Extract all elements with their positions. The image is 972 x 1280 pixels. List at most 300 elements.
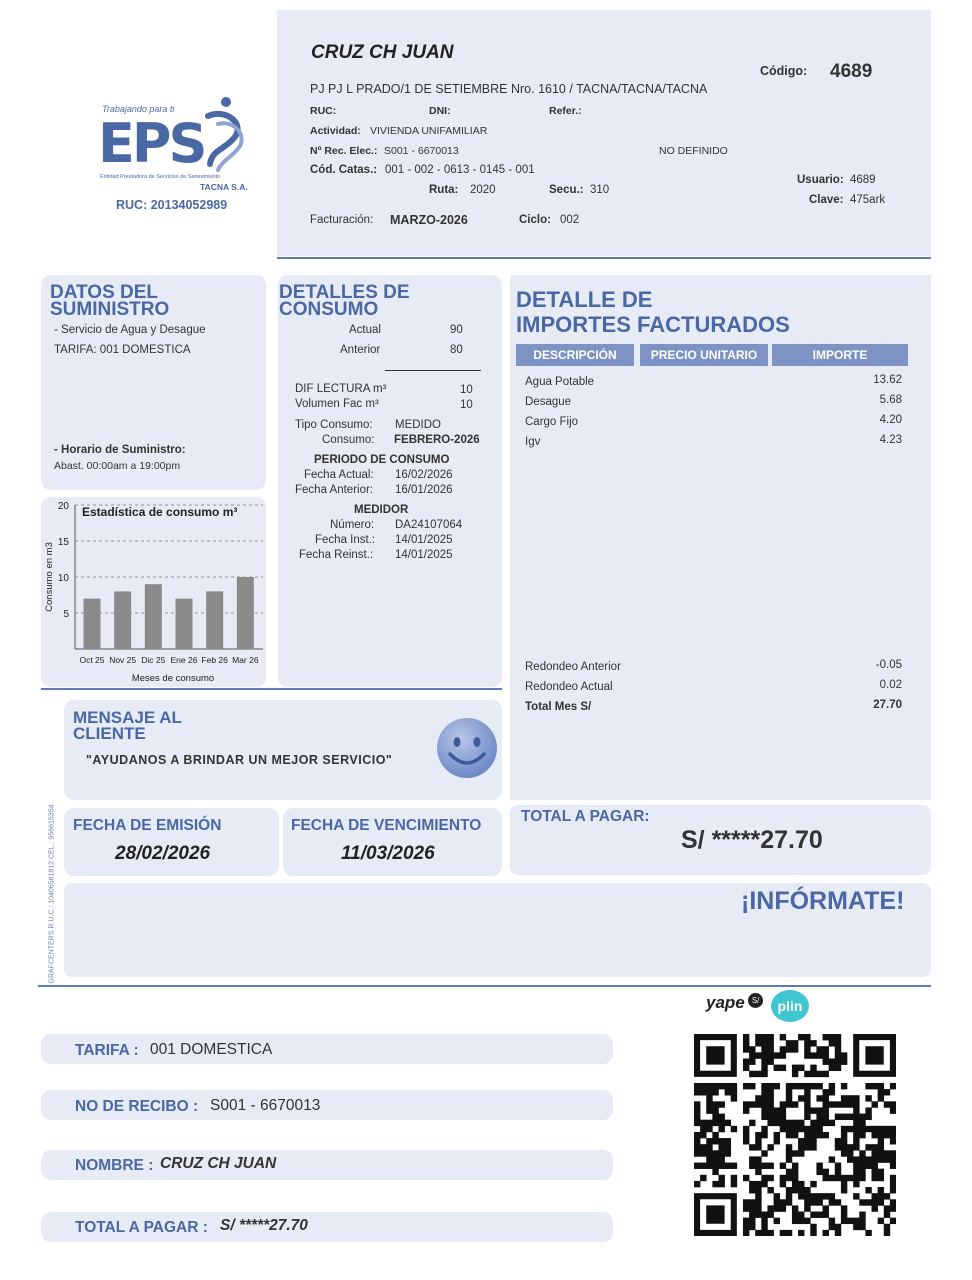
refer-label: Refer.: — [549, 105, 582, 117]
qr-module — [694, 1138, 700, 1144]
qr-module — [761, 1058, 767, 1064]
qr-module — [810, 1120, 816, 1126]
chart-bar — [237, 577, 254, 649]
qr-module — [774, 1205, 780, 1211]
list-item — [525, 414, 905, 434]
qr-module — [761, 1095, 767, 1101]
qr-module — [823, 1120, 829, 1126]
total-label: TOTAL A PAGAR: — [521, 808, 650, 825]
qr-module — [755, 1205, 761, 1211]
qr-module — [743, 1046, 749, 1052]
qr-module — [755, 1052, 761, 1058]
qr-module — [835, 1169, 841, 1175]
qr-module — [694, 1107, 700, 1113]
qr-module — [872, 1175, 878, 1181]
qr-module — [774, 1052, 780, 1058]
qr-module — [878, 1144, 884, 1150]
qr-module — [884, 1224, 890, 1230]
qr-module — [810, 1193, 816, 1199]
qr-module — [872, 1156, 878, 1162]
qr-module — [706, 1156, 712, 1162]
qr-module — [712, 1169, 718, 1175]
qr-module — [859, 1132, 865, 1138]
qr-module — [694, 1163, 700, 1169]
qr-module — [780, 1120, 786, 1126]
qr-module — [755, 1169, 761, 1175]
qr-module — [786, 1040, 792, 1046]
qr-module — [743, 1083, 749, 1089]
redondeo-actual-row — [525, 679, 905, 699]
qr-module — [865, 1156, 871, 1162]
qr-module — [829, 1034, 835, 1040]
qr-module — [718, 1163, 724, 1169]
item-desc: Cargo Fijo — [525, 416, 579, 428]
qr-module — [841, 1095, 847, 1101]
qr-module — [823, 1101, 829, 1107]
qr-module — [804, 1083, 810, 1089]
subtraction-line — [385, 370, 481, 371]
eps-logo — [96, 94, 256, 214]
qr-module — [804, 1199, 810, 1205]
dif-value: 10 — [460, 384, 473, 396]
qr-module — [780, 1065, 786, 1071]
qr-module — [786, 1193, 792, 1199]
item-desc: Agua Potable — [525, 376, 595, 388]
qr-module — [853, 1095, 859, 1101]
qr-module — [890, 1163, 896, 1169]
qr-module — [749, 1205, 755, 1211]
qr-module — [767, 1212, 773, 1218]
qr-module — [706, 1126, 712, 1132]
qr-module — [878, 1089, 884, 1095]
qr-module — [835, 1114, 841, 1120]
catas-value: 001 - 002 - 0613 - 0145 - 001 — [385, 164, 535, 176]
qr-module — [841, 1058, 847, 1064]
qr-module — [706, 1101, 712, 1107]
qr-module — [774, 1065, 780, 1071]
consumo-panel — [278, 275, 502, 687]
inst-value: 14/01/2025 — [395, 534, 453, 546]
qr-module — [847, 1144, 853, 1150]
importes-title-1: DETALLE DE — [516, 287, 653, 312]
mid-rule — [41, 688, 502, 690]
qr-module — [798, 1138, 804, 1144]
qr-module — [810, 1138, 816, 1144]
qr-module — [743, 1175, 749, 1181]
qr-module — [712, 1181, 718, 1187]
fecha-actual-value: 16/02/2026 — [395, 469, 453, 481]
qr-module — [743, 1224, 749, 1230]
redondeo-anterior-value: -0.05 — [875, 659, 902, 671]
yape-badge-icon: S/ — [748, 993, 763, 1008]
clave-label: Clave: — [809, 194, 844, 206]
qr-module — [823, 1071, 829, 1077]
qr-module — [694, 1083, 700, 1089]
qr-module — [712, 1132, 718, 1138]
qr-module — [859, 1212, 865, 1218]
qr-module — [810, 1230, 816, 1236]
qr-module — [816, 1120, 822, 1126]
periodo-title: PERIODO DE CONSUMO — [314, 454, 450, 466]
qr-module — [755, 1095, 761, 1101]
qr-module — [823, 1107, 829, 1113]
qr-module — [749, 1218, 755, 1224]
qr-module — [712, 1120, 718, 1126]
codigo-label: Código: — [760, 64, 808, 78]
qr-module — [712, 1138, 718, 1144]
qr-module — [792, 1218, 798, 1224]
qr-module — [872, 1126, 878, 1132]
qr-module — [847, 1101, 853, 1107]
qr-module — [731, 1181, 737, 1187]
qr-module — [718, 1114, 724, 1120]
qr-module — [878, 1132, 884, 1138]
footer-nombre-value: CRUZ CH JUAN — [160, 1155, 277, 1172]
qr-module — [755, 1187, 761, 1193]
qr-module — [761, 1071, 767, 1077]
consumo-value: FEBRERO-2026 — [394, 434, 480, 446]
qr-module — [749, 1058, 755, 1064]
qr-module — [884, 1205, 890, 1211]
importes-list — [525, 374, 905, 454]
qr-module — [878, 1169, 884, 1175]
qr-module — [761, 1224, 767, 1230]
qr-module — [841, 1138, 847, 1144]
qr-module — [718, 1150, 724, 1156]
qr-module — [780, 1101, 786, 1107]
qr-module — [878, 1193, 884, 1199]
qr-module — [774, 1193, 780, 1199]
qr-module — [725, 1138, 731, 1144]
qr-module — [804, 1107, 810, 1113]
qr-module — [792, 1205, 798, 1211]
qr-module — [786, 1199, 792, 1205]
qr-module — [786, 1175, 792, 1181]
qr-module — [706, 1083, 712, 1089]
qr-module — [841, 1187, 847, 1193]
ciclo-value: 002 — [560, 214, 580, 226]
col-precio-unitario: PRECIO UNITARIO — [640, 344, 768, 366]
qr-module — [835, 1052, 841, 1058]
qr-module — [792, 1181, 798, 1187]
x-tick-label: Dic 25 — [141, 655, 166, 665]
qr-module — [884, 1132, 890, 1138]
qr-module — [725, 1144, 731, 1150]
ciclo-label: Ciclo: — [519, 214, 551, 226]
qr-module — [694, 1101, 700, 1107]
y-tick-label: 10 — [57, 573, 69, 584]
reinst-label: Fecha Reinst.: — [299, 549, 374, 561]
qr-module — [872, 1199, 878, 1205]
qr-module — [767, 1187, 773, 1193]
plin-text: plin — [777, 998, 803, 1014]
qr-module — [878, 1175, 884, 1181]
qr-module — [878, 1218, 884, 1224]
qr-module — [884, 1126, 890, 1132]
qr-module — [847, 1114, 853, 1120]
qr-module — [786, 1101, 792, 1107]
qr-module — [804, 1138, 810, 1144]
bottom-rule — [38, 985, 931, 987]
emision-value: 28/02/2026 — [115, 843, 211, 864]
qr-code[interactable] — [694, 1034, 896, 1236]
qr-module — [798, 1187, 804, 1193]
suministro-title-2: SUMINISTRO — [50, 299, 170, 320]
qr-module — [816, 1193, 822, 1199]
total-mes-value: 27.70 — [873, 699, 902, 711]
qr-module — [761, 1114, 767, 1120]
qr-module — [755, 1230, 761, 1236]
qr-module — [712, 1163, 718, 1169]
qr-module — [774, 1120, 780, 1126]
qr-module — [816, 1212, 822, 1218]
qr-module — [841, 1205, 847, 1211]
logo-ruc: RUC: 20134052989 — [116, 198, 228, 212]
qr-module — [712, 1107, 718, 1113]
qr-module — [792, 1212, 798, 1218]
qr-module — [853, 1163, 859, 1169]
qr-module — [816, 1132, 822, 1138]
qr-module — [804, 1187, 810, 1193]
qr-module — [792, 1083, 798, 1089]
qr-module — [743, 1230, 749, 1236]
redondeo-actual-label: Redondeo Actual — [525, 681, 613, 693]
qr-module — [755, 1101, 761, 1107]
footer-total-label: TOTAL A PAGAR : — [75, 1219, 208, 1236]
qr-module — [884, 1230, 890, 1236]
qr-module — [804, 1040, 810, 1046]
qr-module — [774, 1083, 780, 1089]
qr-module — [859, 1163, 865, 1169]
qr-finder — [706, 1205, 724, 1223]
qr-module — [767, 1040, 773, 1046]
col-descripcion: DESCRIPCIÓN — [516, 344, 634, 366]
qr-module — [810, 1199, 816, 1205]
suministro-service: - Servicio de Agua y Desague — [54, 324, 206, 336]
qr-module — [792, 1046, 798, 1052]
qr-module — [767, 1230, 773, 1236]
x-tick-label: Oct 25 — [79, 655, 105, 665]
qr-module — [804, 1193, 810, 1199]
qr-module — [823, 1212, 829, 1218]
qr-module — [823, 1034, 829, 1040]
qr-module — [755, 1132, 761, 1138]
catas-label: Cód. Catas.: — [310, 164, 378, 176]
qr-module — [859, 1156, 865, 1162]
anterior-label: Anterior — [340, 344, 381, 356]
qr-module — [792, 1187, 798, 1193]
dni-label: DNI: — [429, 105, 451, 117]
qr-module — [804, 1132, 810, 1138]
numero-label: Número: — [330, 519, 375, 531]
consumo-title-1: DETALLES DE — [279, 282, 410, 303]
qr-module — [835, 1034, 841, 1040]
redondeo-anterior-label: Redondeo Anterior — [525, 661, 621, 673]
qr-module — [731, 1095, 737, 1101]
chart-bar — [145, 584, 162, 649]
qr-module — [884, 1089, 890, 1095]
qr-module — [780, 1175, 786, 1181]
qr-module — [816, 1071, 822, 1077]
qr-module — [884, 1150, 890, 1156]
consumo-label: Consumo: — [322, 434, 375, 446]
qr-module — [706, 1120, 712, 1126]
qr-module — [712, 1150, 718, 1156]
qr-module — [780, 1230, 786, 1236]
qr-module — [865, 1230, 871, 1236]
qr-module — [792, 1101, 798, 1107]
nrec-label: Nº Rec. Elec.: — [310, 145, 378, 157]
actividad-label: Actividad: — [310, 125, 361, 137]
qr-module — [755, 1156, 761, 1162]
numero-value: DA24107064 — [395, 519, 463, 531]
suministro-tarifa: TARIFA: 001 DOMESTICA — [54, 344, 191, 356]
qr-module — [761, 1126, 767, 1132]
redondeo-anterior-row — [525, 659, 905, 679]
qr-module — [816, 1052, 822, 1058]
qr-module — [792, 1126, 798, 1132]
qr-module — [890, 1175, 896, 1181]
qr-module — [761, 1181, 767, 1187]
qr-module — [829, 1120, 835, 1126]
reinst-value: 14/01/2025 — [395, 549, 453, 561]
qr-module — [694, 1144, 700, 1150]
qr-module — [853, 1132, 859, 1138]
qr-module — [755, 1071, 761, 1077]
qr-module — [743, 1218, 749, 1224]
qr-module — [804, 1114, 810, 1120]
qr-module — [755, 1138, 761, 1144]
qr-module — [700, 1144, 706, 1150]
qr-module — [725, 1120, 731, 1126]
x-tick-label: Ene 26 — [170, 655, 198, 665]
qr-module — [853, 1114, 859, 1120]
qr-module — [810, 1224, 816, 1230]
qr-module — [774, 1218, 780, 1224]
qr-module — [780, 1107, 786, 1113]
qr-module — [890, 1218, 896, 1224]
vencimiento-label: FECHA DE VENCIMIENTO — [291, 817, 482, 834]
qr-module — [761, 1175, 767, 1181]
qr-module — [743, 1058, 749, 1064]
qr-module — [780, 1046, 786, 1052]
qr-module — [755, 1181, 761, 1187]
qr-module — [761, 1163, 767, 1169]
list-item — [525, 434, 905, 454]
x-tick-label: Feb 26 — [201, 655, 228, 665]
total-value: S/ *****27.70 — [681, 826, 823, 854]
qr-module — [835, 1163, 841, 1169]
qr-module — [749, 1187, 755, 1193]
qr-module — [718, 1126, 724, 1132]
qr-module — [761, 1212, 767, 1218]
qr-module — [786, 1187, 792, 1193]
qr-module — [798, 1144, 804, 1150]
qr-module — [816, 1083, 822, 1089]
qr-finder — [865, 1046, 883, 1064]
qr-module — [847, 1156, 853, 1162]
qr-module — [786, 1132, 792, 1138]
qr-module — [847, 1175, 853, 1181]
total-mes-label: Total Mes S/ — [525, 701, 592, 713]
col-importe: IMPORTE — [772, 344, 908, 366]
y-tick-label: 20 — [57, 501, 69, 512]
y-tick-label: 5 — [63, 609, 69, 620]
qr-module — [767, 1058, 773, 1064]
qr-module — [761, 1083, 767, 1089]
qr-module — [761, 1034, 767, 1040]
qr-module — [841, 1150, 847, 1156]
secu-value: 310 — [590, 184, 610, 196]
qr-module — [841, 1181, 847, 1187]
informate-title: ¡INFÓRMATE! — [741, 887, 905, 915]
qr-module — [835, 1046, 841, 1052]
qr-module — [878, 1126, 884, 1132]
qr-module — [792, 1163, 798, 1169]
qr-module — [841, 1052, 847, 1058]
qr-module — [804, 1095, 810, 1101]
qr-module — [872, 1101, 878, 1107]
qr-module — [706, 1163, 712, 1169]
qr-module — [841, 1114, 847, 1120]
ruc-label: RUC: — [310, 105, 337, 117]
qr-module — [890, 1126, 896, 1132]
qr-module — [829, 1040, 835, 1046]
qr-module — [835, 1199, 841, 1205]
qr-module — [718, 1156, 724, 1162]
x-axis-label: Meses de consumo — [131, 673, 215, 684]
qr-module — [841, 1218, 847, 1224]
qr-module — [749, 1156, 755, 1162]
qr-module — [743, 1065, 749, 1071]
qr-module — [700, 1089, 706, 1095]
qr-module — [878, 1138, 884, 1144]
qr-module — [847, 1126, 853, 1132]
x-tick-label: Mar 26 — [232, 655, 259, 665]
qr-module — [731, 1163, 737, 1169]
redondeo-actual-value: 0.02 — [879, 679, 902, 691]
qr-module — [853, 1144, 859, 1150]
qr-module — [749, 1052, 755, 1058]
emision-label: FECHA DE EMISIÓN — [73, 817, 222, 834]
qr-module — [798, 1181, 804, 1187]
qr-module — [755, 1163, 761, 1169]
footer-total-value: S/ *****27.70 — [220, 1217, 308, 1234]
qr-module — [718, 1083, 724, 1089]
qr-module — [835, 1224, 841, 1230]
footer-nombre-label: NOMBRE : — [75, 1157, 154, 1174]
qr-module — [792, 1175, 798, 1181]
qr-module — [767, 1144, 773, 1150]
qr-module — [853, 1101, 859, 1107]
qr-module — [872, 1193, 878, 1199]
qr-module — [810, 1144, 816, 1150]
qr-module — [872, 1169, 878, 1175]
footer-recibo-value: S001 - 6670013 — [210, 1097, 321, 1114]
qr-module — [890, 1132, 896, 1138]
secu-label: Secu.: — [549, 184, 584, 196]
qr-module — [810, 1071, 816, 1077]
qr-module — [823, 1095, 829, 1101]
qr-module — [700, 1126, 706, 1132]
qr-module — [743, 1034, 749, 1040]
qr-module — [786, 1230, 792, 1236]
qr-module — [786, 1126, 792, 1132]
qr-module — [761, 1065, 767, 1071]
medidor-title: MEDIDOR — [354, 504, 409, 516]
qr-module — [804, 1034, 810, 1040]
qr-module — [884, 1212, 890, 1218]
